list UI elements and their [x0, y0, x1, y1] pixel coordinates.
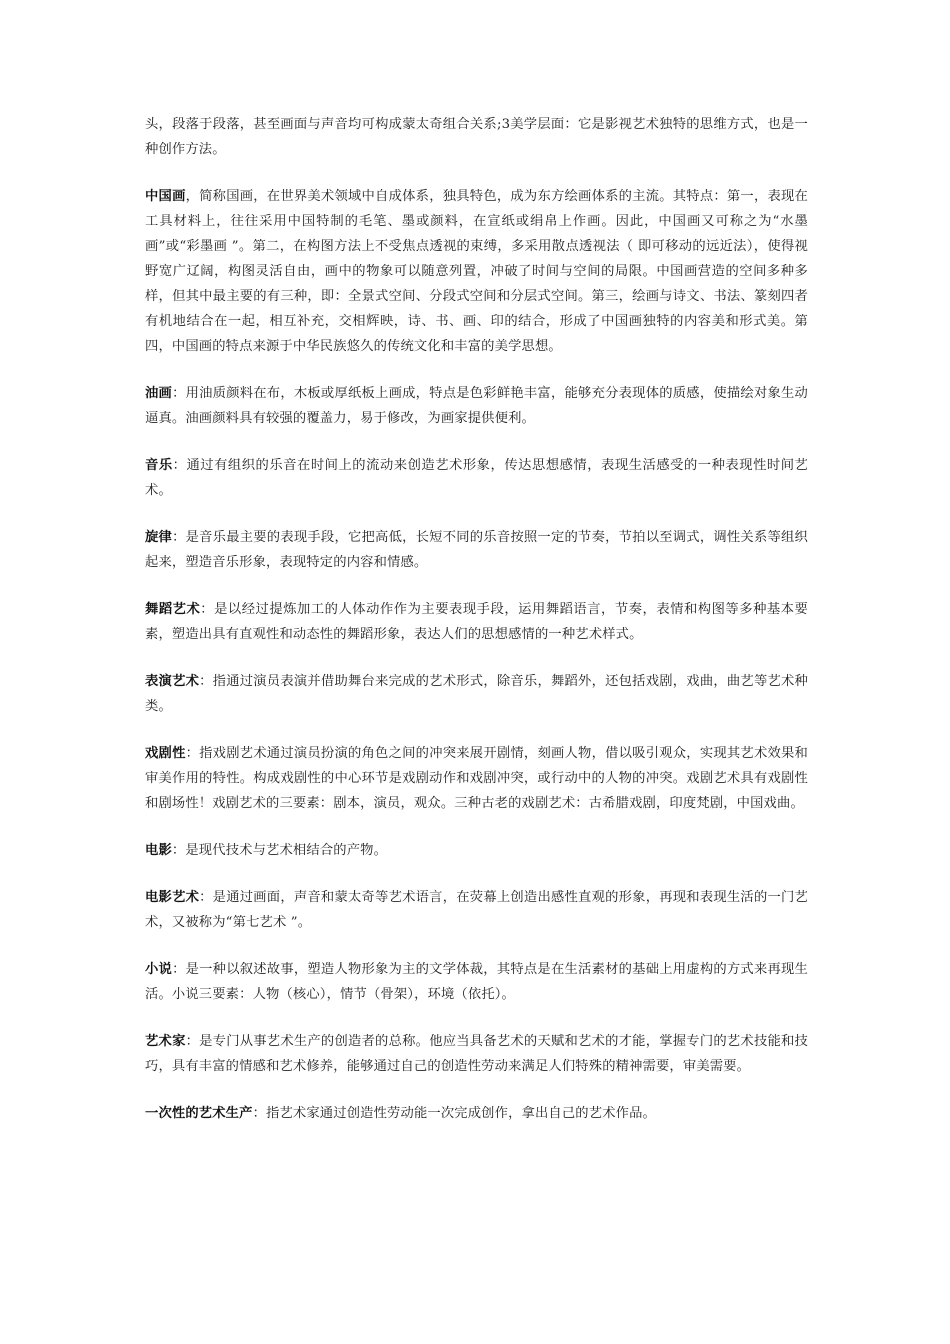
- paragraph-chinese-painting: [145, 184, 808, 359]
- paragraph-text: ：指艺术家通过创造性劳动能一次完成创作，拿出自己的艺术作品。: [252, 1106, 656, 1121]
- paragraph-text: ：是现代技术与艺术相结合的产物。: [171, 843, 388, 858]
- paragraph-text: ：通过有组织的乐音在时间上的流动来创造艺术形象，传达思想感情，表现生活感受的一种表现性时间艺术。: [145, 458, 808, 498]
- paragraph-film-art: [145, 885, 808, 935]
- term-heading: 电影艺术: [145, 890, 200, 905]
- paragraph-text: ：是音乐最主要的表现手段，它把高低，长短不同的乐音按照一定的节奏，节拍以至调式，调性关系等组织起来，塑造音乐形象，表现特定的内容和情感。: [145, 530, 808, 570]
- paragraph-text: ：是专门从事艺术生产的创造者的总称。他应当具备艺术的天赋和艺术的才能，掌握专门的艺术技能和技巧，具有丰富的情感和艺术修养，能够通过自己的创造性劳动来满足人们特殊的精神需要，审美需要。: [145, 1034, 809, 1074]
- paragraph-one-time-production: [145, 1101, 808, 1126]
- paragraph-artist: [145, 1029, 808, 1079]
- term-heading: 舞蹈艺术: [145, 602, 201, 617]
- term-heading: 旋律: [145, 530, 173, 545]
- paragraph-novel: [145, 957, 808, 1007]
- paragraph-text: ，简称国画，在世界美术领域中自成体系，独具特色，成为东方绘画体系的主流。其特点：第一，表现在工具材料上，往往采用中国特制的毛笔、墨或颜料，在宣纸或绢帛上作画。因此，中国画又可称之为“水墨画”或“彩墨画 ”。第二，在构图方法上不受焦点透视的束缚，多采用散点透视法（ 即可移动的远近法），使得视野宽广辽阔，构图灵活自由，画中的物象可以随意列置，冲破了时间与空间的局限。中国画营造的空间多种多样，但其中最主要的有三种，即：全景式空间、分段式空间和分层式空间。第三，绘画与诗文、书法、篆刻四者有机地结合在一起，相互补充，交相辉映，诗、书、画、印的结合，形成了中国画独特的内容美和形式美。第四，中国画的特点来源于中华民族悠久的传统文化和丰富的美学思想。: [145, 189, 809, 354]
- term-heading: 小说: [145, 962, 173, 977]
- term-heading: 油画: [145, 386, 173, 401]
- paragraph-film: [145, 838, 808, 863]
- paragraph-text: ：指通过演员表演并借助舞台来完成的艺术形式，除音乐，舞蹈外，还包括戏剧，戏曲，曲艺等艺术种类。: [145, 674, 809, 714]
- term-heading: 艺术家: [145, 1034, 186, 1049]
- term-heading: 音乐: [145, 458, 173, 473]
- paragraph-text: ：是以经过提炼加工的人体动作作为主要表现手段，运用舞蹈语言，节奏，表情和构图等多种基本要素，塑造出具有直观性和动态性的舞蹈形象，表达人们的思想感情的一种艺术样式。: [145, 602, 808, 642]
- paragraph-music: [145, 453, 808, 503]
- paragraph-text: 头，段落于段落，甚至画面与声音均可构成蒙太奇组合关系;3美学层面：它是影视艺术独特的思维方式，也是一种创作方法。: [145, 117, 808, 157]
- paragraph-oil-painting: [145, 381, 808, 431]
- paragraph-text: ：指戏剧艺术通过演员扮演的角色之间的冲突来展开剧情，刻画人物，借以吸引观众，实现其艺术效果和审美作用的特性。构成戏剧性的中心环节是戏剧动作和戏剧冲突，或行动中的人物的冲突。戏剧艺术具有戏剧性和剧场性！戏剧艺术的三要素：剧本，演员，观众。三种古老的戏剧艺术：古希腊戏剧，印度梵剧，中国戏曲。: [145, 746, 809, 811]
- paragraph-montage-continuation: [145, 112, 808, 162]
- paragraph-text: ：是通过画面，声音和蒙太奇等艺术语言，在荧幕上创造出感性直观的形象，再现和表现生活的一门艺术，又被称为“第七艺术 ”。: [145, 890, 809, 930]
- paragraph-performing-art: [145, 669, 808, 719]
- term-heading: 表演艺术: [145, 674, 200, 689]
- paragraph-text: ：用油质颜料在布，木板或厚纸板上画成，特点是色彩鲜艳丰富，能够充分表现体的质感，使描绘对象生动逼真。油画颜料具有较强的覆盖力，易于修改，为画家提供便利。: [145, 386, 808, 426]
- paragraph-text: ：是一种以叙述故事，塑造人物形象为主的文学体裁，其特点是在生活素材的基础上用虚构的方式来再现生活。小说三要素：人物（核心），情节（骨架），环境（依托）。: [145, 962, 808, 1002]
- paragraph-dramatic-quality: [145, 741, 808, 816]
- term-heading: 中国画: [145, 189, 186, 204]
- document-body: [145, 112, 808, 1148]
- paragraph-dance-art: [145, 597, 808, 647]
- term-heading: 电影: [145, 843, 172, 858]
- term-heading: 戏剧性: [145, 746, 186, 761]
- term-heading: 一次性的艺术生产: [145, 1106, 253, 1121]
- paragraph-melody: [145, 525, 808, 575]
